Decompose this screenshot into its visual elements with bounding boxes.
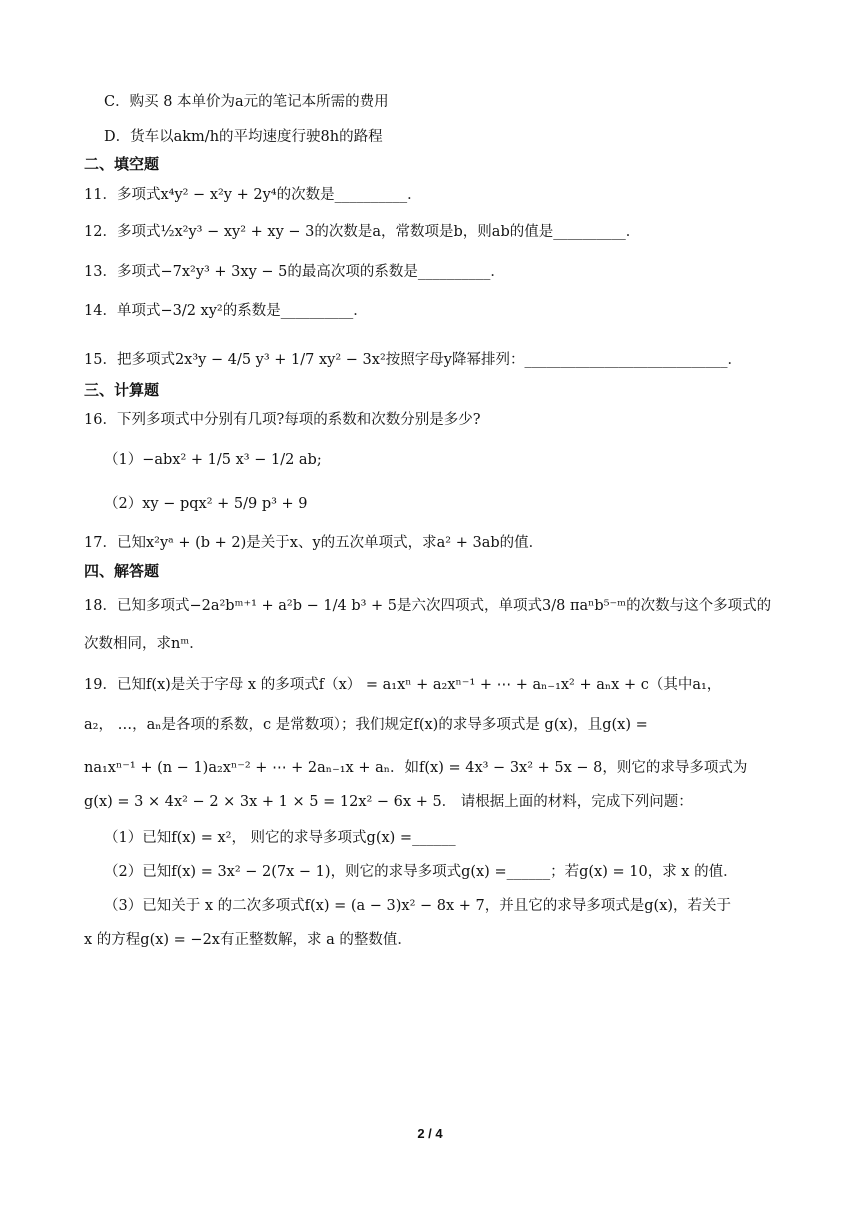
question-15: 15．把多项式2x³y − 4/5 y³ + 1/7 xy² − 3x²按照字母y降幂排列：____________________________．: [84, 352, 742, 368]
question-16-part-2: （2）xy − pqx² + 5/9 p³ + 9: [104, 496, 308, 512]
section-heading-calculation: 三、计算题: [84, 381, 160, 399]
option-c: C．购买 8 本单价为a元的笔记本所需的费用: [104, 94, 389, 110]
question-18-line-1: 18．已知多项式−2a²bᵐ⁺¹ + a²b − 1/4 b³ + 5是六次四项式，单项式3/8 πaⁿb⁵⁻ᵐ的次数与这个多项式的: [84, 598, 772, 614]
option-d: D．货车以akm/h的平均速度行驶8h的路程: [104, 129, 383, 145]
page-number: 2 / 4: [417, 1126, 443, 1141]
question-19-part-1: （1）已知f(x) = x²， 则它的求导多项式g(x) =______: [104, 830, 456, 846]
question-16: 16．下列多项式中分别有几项?每项的系数和次数分别是多少?: [84, 412, 481, 428]
question-14: 14．单项式−3/2 xy²的系数是__________．: [84, 303, 368, 319]
section-heading-answer: 四、解答题: [84, 562, 160, 580]
question-19-part-3-line-1: （3）已知关于 x 的二次多项式f(x) = (a − 3)x² − 8x + 7，并且它的求导多项式是g(x)，若关于: [104, 898, 732, 914]
question-17: 17．已知x²yᵃ + (b + 2)是关于x、y的五次单项式，求a² + 3ab的值．: [84, 535, 544, 551]
question-19-line-4: g(x) = 3 × 4x² − 2 × 3x + 1 × 5 = 12x² − 6x + 5． 请根据上面的材料，完成下列问题：: [84, 794, 693, 810]
section-heading-fill-blank: 二、填空题: [84, 155, 160, 173]
question-19-line-1: 19．已知f(x)是关于字母 x 的多项式f（x） = a₁xⁿ + a₂xⁿ⁻¹ + ⋯ + aₙ₋₁x² + aₙx + c（其中a₁，: [84, 677, 722, 693]
question-19-part-3-line-2: x 的方程g(x) = −2x有正整数解，求 a 的整数值．: [84, 932, 412, 948]
question-16-part-1: （1）−abx² + 1/5 x³ − 1/2 ab;: [104, 452, 322, 468]
question-19-part-2: （2）已知f(x) = 3x² − 2(7x − 1)，则它的求导多项式g(x) =______；若g(x) = 10，求 x 的值．: [104, 864, 738, 880]
question-13: 13．多项式−7x²y³ + 3xy − 5的最高次项的系数是__________．: [84, 264, 505, 280]
question-19-line-3: na₁xⁿ⁻¹ + (n − 1)a₂xⁿ⁻² + ⋯ + 2aₙ₋₁x + aₙ．如f(x) = 4x³ − 3x² + 5x − 8，则它的求导多项式为: [84, 760, 748, 776]
question-19-line-2: a₂， …，aₙ是各项的系数，c 是常数项）；我们规定f(x)的求导多项式是 g(x)，且g(x) =: [84, 717, 648, 733]
question-11: 11．多项式x⁴y² − x²y + 2y⁴的次数是__________．: [84, 187, 422, 203]
question-18-line-2: 次数相同，求nᵐ．: [84, 636, 204, 652]
question-12: 12．多项式½x²y³ − xy² + xy − 3的次数是a，常数项是b，则ab的值是__________．: [84, 224, 641, 240]
